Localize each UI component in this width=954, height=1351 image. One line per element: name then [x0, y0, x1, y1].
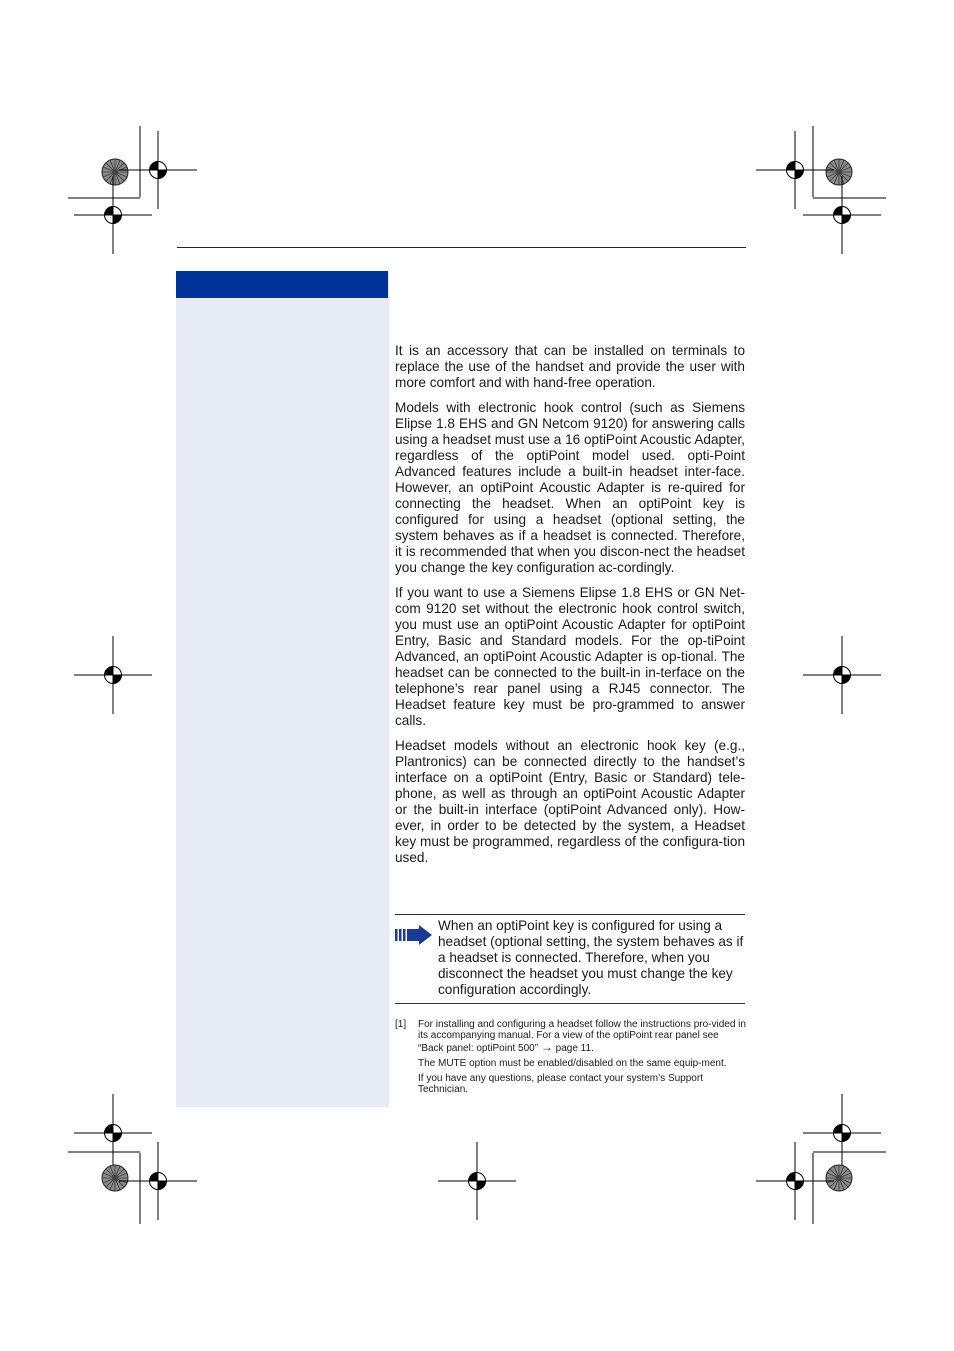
registration-cross-icon — [803, 1094, 881, 1172]
registration-cross-icon — [119, 131, 197, 209]
body-paragraph: If you want to use a Siemens Elipse 1.8 EHS or GN Net-com 9120 set without the electronic hook control switch, you must use an optiPoint Acoustic Adapter for optiPoint Entry, Basic and Standard models. For the op-tiPoint Advanced, an optiPoint Acoustic Adapter is op-tional. The headset can be connected to the built-in in-terface on the telephone’s rear panel using a RJ45 connector. The Headset feature key must be pro-grammed to answer calls. — [395, 585, 745, 728]
registration-cross-icon — [803, 176, 881, 254]
body-paragraph: It is an accessory that can be installed on terminals to replace the use of the handset and provide the user with more comfort and with hand-free operation. — [395, 343, 745, 390]
registration-cross-icon — [74, 636, 152, 714]
header-rule — [177, 247, 746, 248]
footnote-item — [395, 1019, 747, 1054]
registration-cross-icon — [803, 636, 881, 714]
registration-cross-icon — [756, 131, 834, 209]
footnote-text: For installing and configuring a headset follow the instructions pro-vided in its accompanying manual. For a view of the optiPoint rear panel see “Back panel: optiPoint 500” — [418, 1019, 746, 1054]
footnote-text: If you have any questions, please contact your system’s Support Technician. — [418, 1073, 703, 1096]
registration-star-icon — [102, 1165, 128, 1191]
footnote-item — [395, 1073, 747, 1096]
note-text: When an optiPoint key is configured for using a headset (optional setting, the system behaves as if a headset is connected. Therefore, when you disconnect the headset you must change the key configuration accordingly. — [438, 918, 744, 997]
note-arrow-icon — [395, 925, 433, 945]
note-box — [395, 914, 745, 1004]
body-paragraph: Headset models without an electronic hook key (e.g., Plantronics) can be connected directly to the handset’s interface on a optiPoint (Entry, Basic or Standard) tele-phone, as well as through an optiPoint Acoustic Adapter or the built-in interface (optiPoint Advanced only). How-ever, in order to be detected by the system, a Headset key must be programmed, regardless of the configura-tion used. — [395, 738, 745, 865]
footnote-text: The MUTE option must be enabled/disabled on the same equip-ment. — [418, 1057, 727, 1069]
sidebar-panel — [176, 271, 389, 1107]
body-text-column — [395, 343, 745, 875]
registration-cross-icon — [119, 1142, 197, 1220]
registration-star-icon — [826, 159, 852, 185]
registration-cross-icon — [74, 1094, 152, 1172]
body-paragraph: Models with electronic hook control (such as Siemens Elipse 1.8 EHS and GN Netcom 9120) for answering calls using a headset must use a 16 optiPoint Acoustic Adapter, regardless of the optiPoint model used. opti-Point Advanced features include a built-in headset inter-face. However, an optiPoint Acoustic Adapter is re-quired for connecting the headset. When an optiPoint key is configured for using a headset (optional setting, the system behaves as if a headset is connected. Therefore, it is recommended that when you discon-nect the headset you change the key configuration ac-cordingly. — [395, 400, 745, 575]
sidebar-header-bar — [176, 271, 388, 298]
footnote-number: [1] — [395, 1019, 407, 1030]
footnotes — [395, 1019, 747, 1100]
page-reference-link[interactable]: page 11. — [555, 1042, 594, 1054]
registration-cross-icon — [438, 1142, 516, 1220]
registration-cross-icon — [74, 176, 152, 254]
registration-cross-icon — [756, 1142, 834, 1220]
page-reference-arrow-icon: → — [540, 1039, 553, 1054]
footnote-item — [395, 1058, 747, 1069]
registration-star-icon — [102, 159, 128, 185]
registration-star-icon — [826, 1165, 852, 1191]
